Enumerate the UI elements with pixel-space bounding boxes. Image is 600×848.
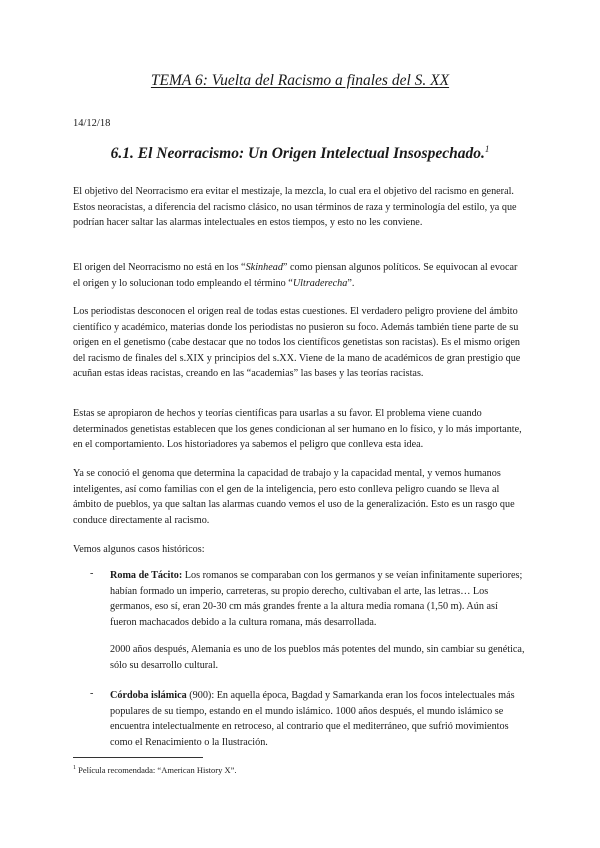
footnote-mark: 1 <box>73 765 76 772</box>
paragraph-2 <box>73 260 525 291</box>
list-item-term: Córdoba islámica <box>110 690 187 701</box>
footnote-text: Película recomendada: “American History X”. <box>76 765 237 775</box>
paragraph-6: Vemos algunos casos históricos: <box>73 544 205 555</box>
list-item-roma-extra: 2000 años después, Alemania es uno de los pueblos más potentes del mundo, sin cambiar su genética, sólo su desarrollo cultural. <box>110 644 525 671</box>
paragraph-3: Los periodistas desconocen el origen real de todas estas cuestiones. El verdadero peligro proviene del ámbito científico y académico, materias donde los periodistas no pusieron su foco. Además también tiene parte de su origen en el genetismo (cabe destacar que no todos los científicos genetistas son racistas). Es el mismo origen del racismo de finales del s.XIX y principios del s.XX. Viene de la mano de académicos de gran prestigio que acuñan estas ideas racistas, creando en las “academias” las bases y las teorías racistas. <box>73 306 521 379</box>
footnote-reference: 1 <box>484 144 490 154</box>
paragraph-2-part-b: ” como piensan algunos políticos. Se equivocan al evocar el origen y lo solucionan todo empleando el término “ <box>73 262 518 289</box>
paragraph-2-part-c: ”. <box>347 277 355 289</box>
list-item-text: (900): En aquella época, Bagdad y Samarkanda eran los focos intelectuales más populares de su tiempo, estando en el mundo islámico. 1000 años después, el mundo islámico se encuentra intelectualmente en retroceso, al contrario que el mediterráneo, que sufrió movimientos como el Renacimiento o la Ilustración. <box>110 690 515 748</box>
list-item-term: Roma de Tácito: <box>110 570 183 581</box>
section-heading-text: 6.1. El Neorracismo: Un Origen Intelectual Insospechado. <box>110 145 485 163</box>
section-heading <box>0 144 600 163</box>
list-bullet: - <box>90 688 94 699</box>
list-item-text: Los romanos se comparaban con los germanos y se veían infinitamente superiores; habían formado un imperio, carreteras, su propio derecho, cultivaban el arte, las letras… Los germanos, eso sí, eran 20-30 cm más grandes frente a la altura media romana (1,50 m). Aún así fueron machacados debido a la cultura romana, más desarrollada. <box>110 570 523 628</box>
list-item-cordoba <box>110 688 525 750</box>
footnote <box>73 765 237 775</box>
list-bullet: - <box>90 568 94 579</box>
paragraph-4: Estas se apropiaron de hechos y teorías científicas para usarlas a su favor. El problema viene cuando determinados genetistas establecen que los genes condicionan al ser humano en lo físico, y lo más importante, en el comportamiento. Los historiadores ya sabemos el peligro que conlleva esta idea. <box>73 408 522 450</box>
paragraph-2-part-a: El origen del Neorracismo no está en los “ <box>73 262 246 273</box>
ultraderecha-term: Ultraderecha <box>292 277 348 289</box>
footnote-divider <box>73 757 203 758</box>
list-item-roma <box>110 568 525 630</box>
skinhead-term: Skinhead <box>245 262 283 273</box>
date: 14/12/18 <box>73 118 111 129</box>
page-title: TEMA 6: Vuelta del Racismo a finales del S. XX <box>150 72 450 89</box>
paragraph-5: Ya se conoció el genoma que determina la capacidad de trabajo y la capacidad mental, y vemos humanos inteligentes, así como familias con el gen de la inteligencia, pero esto conlleva peligro cuando se lleva al ámbito de pueblos, ya que saltan las alarmas cuando vemos el uso de la generalización. Esto es un rasgo que conduce directamente al racismo. <box>73 468 515 526</box>
paragraph-1: El objetivo del Neorracismo era evitar el mestizaje, la mezcla, lo cual era el objetivo del racismo en general. Estos neoracistas, a diferencia del racismo clásico, no usan términos de raza y terminología del estilo, ya que podrían hacer saltar las alarmas intelectuales en estos tiempos, y esto no les conviene. <box>73 186 517 228</box>
